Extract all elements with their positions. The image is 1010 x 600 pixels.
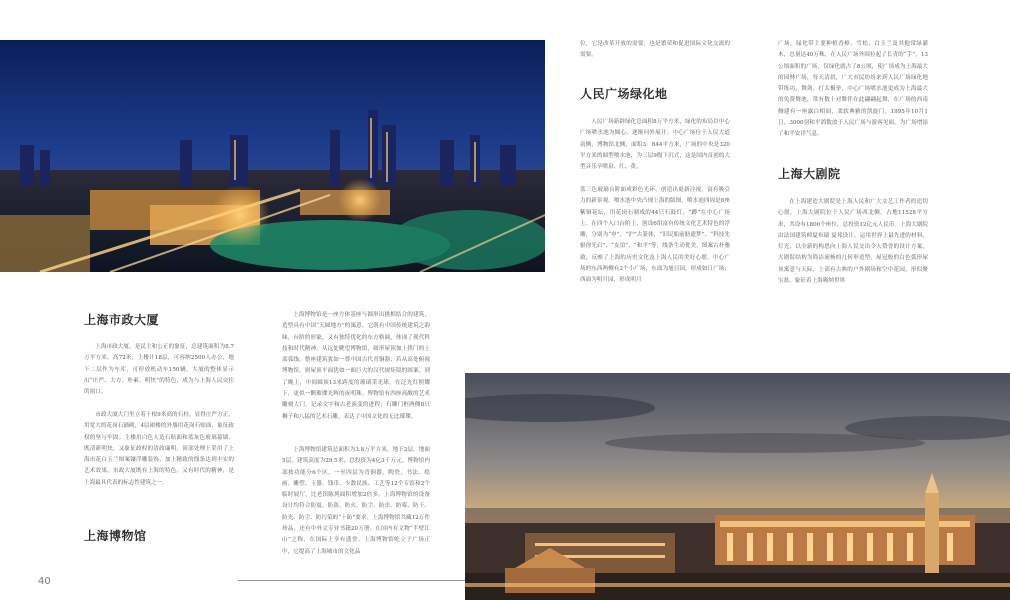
museum-paragraph-2: 上海博物馆建筑总面积为3.8万平方米，地下2层，地面5层，建筑高度为29.5米，总投资为4亿3千万元。博物馆内部按功能分6个区，一至四层为青铜器、陶瓷、书法、绘画、雕塑、玉器、钱币、少数民族、工艺等12个专馆和2个临时展厅，比老馆陈列面积增加2倍多。上海博物馆的设备设计均符合防震、防盗、防火、防尘、防虫、防霉、防干、防光、防尘、防污染的“十防”要求。上海博物馆共藏12万件珍品，还有中外文专业书籍20万册。在国内有文物“半壁江山”之称，在国际上享有盛誉。上海博物馆屹立于广场正中，它提高了上海城市的文化品 bbox=[282, 447, 430, 555]
sunset-building-photo bbox=[465, 373, 1010, 600]
city-hall-paragraph-1: 上海市政大厦，是民主和公正的象征，总建筑面积为8.7万平方米，高72米，主楼计18层，可容纳2500人办公，地下二层作为车库，可停放机动车150辆。大厦的整体显示出“庄严、大方、朴素、明快”的特色，成为与上海人民交往的窗口。 bbox=[84, 344, 234, 396]
night-city-photo bbox=[0, 40, 545, 272]
footer-divider bbox=[238, 580, 465, 581]
grand-theatre-heading: 上海大剧院 bbox=[778, 167, 841, 181]
square-heading: 人民广场绿化地 bbox=[580, 87, 668, 101]
square-paragraph-1: 人民广场新辟绿化总面积8万平方米，绿化的布局以中心广场喷水池为圆心，逐渐向外展开。中心广场位于人民大道南侧，博物馆北侧，面积3．844平方米，广场的中央是320平方米的圆型喷水池，为三层9级下沉式，这是国内首创的大型音乐旱喷泉、红、黄。 bbox=[580, 119, 730, 171]
museum-paragraph-1: 上海博物馆是一座方体基座与圆形出挑相结合的建筑，造型具有中国“天圆地方”的寓意。它既有中国传统建筑之韵味，台阶的形象，又有独特优化的东方格调，体现了现代科技和时代精神。从远处眺望博物馆，圆形屋顶加上拱门的上部弧线，整座建筑犹如一尊中国古代青铜器；若从高处俯视博物馆，则屋顶平面犹如一面巨大的汉代规矩镜的图案。到了晚上，中间圆顶13米跨度的玻璃采光球，在泛光灯照耀下，更似一颗璀璨光辉的夜明珠。博物馆有四座高敞的艺术雕刻大门，记录文字和古老演变的进程；石雕门框两侧8只狮子和八猛的艺术石雕，表达了中国文化的无比璀璨。 bbox=[282, 312, 430, 420]
page-number: 40 bbox=[38, 576, 51, 587]
square-continuation-paragraph: 广场，绿化带主要种植香樟、雪松、白玉兰及其他常绿灌木，总量达40万株，在人民广场外围拉起了长青的“手”，13公顷面积的广场，仅绿化就占了8公顷，使广场成为上海最大的园林广场，每天清晨，广大市民纷纷来到人民广场绿化地带练功、舞剑、打太极拳，中心广场喷水池更成为上海最大的免费舞池，常有数十对舞伴在此翩翩起舞，在广场的西南侧建有一座露白相间，柔软典雅的凯旋门。1995年10月1日，3000羽和平鸽数放于人民广场与游客见面，为广场增添了和平安详气息。 bbox=[778, 41, 928, 138]
city-hall-paragraph-2: 市政大厦大门坐立着十根9米高的石柱，显得庄严方正，用宽大的花岗石铺砌，4层裙楼的外墙用花岗石贴面，象征政权的坚与牢固；主楼用白色人造石贴面和蓝灰色玻璃幕墙，既清新明快，又象征政权的清政廉明。顶部处理上采用了上海市花白玉兰图案镶浮雕装饰，加上精致的线条达到丰实的艺术效果。市政大厦既有上海的特色，又有时代的精神，是上海最具代表的标志性建筑之一。 bbox=[84, 412, 234, 486]
square-paragraph-2: 蓝三色玻璃台阶面成彩色光环，创造出更新注视，富有吸引力的新景观。喷水池中央凸现上海的版图，喷水池四周是8座紫铜花坛，用花岗石制成的44只石鼓灯，“蹲”在中心广场上。在四个入口台阶上，创设6组富有传统文化艺术特色的浮雕，分别为“申”、“沪”古篆体，“旧民船前舫遗梦”、“科技先驱徐光启”、“友谊”、“和平”等，线条生动优美，图案古朴雅致，反映了上海的历史文化及上海人民的美好心愿。中心广场的东西两侧有2个小广场，东面为旭日园，形成如日广场；西面为明月园，形成明月 bbox=[580, 187, 730, 284]
city-hall-heading: 上海市政大厦 bbox=[84, 313, 160, 327]
square-top-continuation: 位，它是改革开放的需要，也是繁荣和促进国际文化交流的需要。 bbox=[580, 41, 730, 59]
grand-theatre-paragraph-1: 在上海建造大剧院是上海人民和广大文艺工作者的追切心愿，上海大剧院位于人民广场西北侧，占地11528平方米，共设有1800个座位，总投资12亿元人民币。上海大剧院由法国建筑师夏布瑞·夏邦设计，运用世界上最先进的材料、灯光、以全新的构思向上海人民交出令人赞誉的设计方案。大剧院结构为简洁流畅的几何形造型，屋冠般的白色弧形屋顶寓意与天际，上部有古典的户外剧场和空中花园，形似聚宝盆，象征着上海吸纳世界 bbox=[778, 199, 929, 285]
museum-heading: 上海博物馆 bbox=[84, 529, 147, 543]
